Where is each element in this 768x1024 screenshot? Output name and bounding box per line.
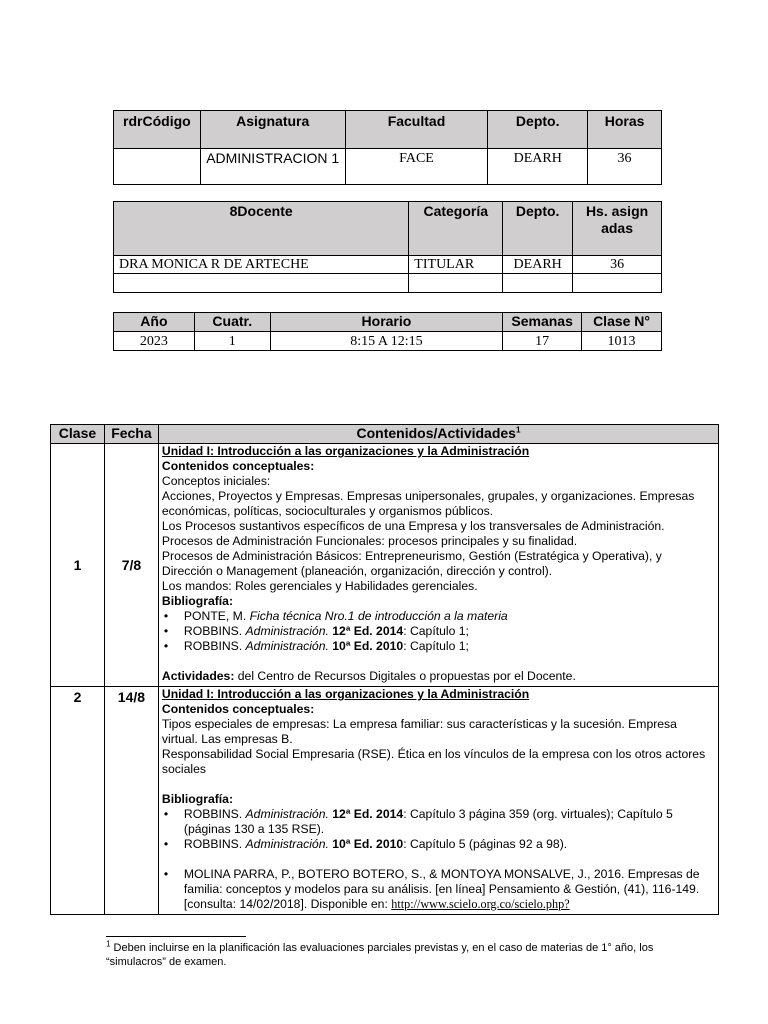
cell-depto: DEARH: [488, 149, 588, 185]
cell-categoria: TITULAR: [409, 256, 503, 274]
content-line: Procesos de Administración Funcionales: procesos principales y su finalidad.: [161, 534, 578, 548]
cell-clase: 2: [51, 687, 105, 915]
schedule-table: [113, 312, 662, 351]
content-line: Acciones, Proyectos y Empresas. Empresas unipersonales, grupales, y organizaciones. Empresas económicas, políticas, socioculturales y organismos públicos.: [161, 489, 695, 518]
unit-title: Unidad I: Introducción a las organizaciones y la Administración: [161, 444, 530, 458]
cell-clase: 1: [51, 444, 105, 687]
bibliography-item: • ROBBINS. Administración. 12ª Ed. 2014: Capítulo 1;: [162, 624, 714, 639]
bibliography-item: • ROBBINS. Administración. 12ª Ed. 2014: Capítulo 3 página 359 (org. virtuales); Capítulo 5 (páginas 130 a 135 RSE).: [162, 807, 714, 837]
bibliography-list: [162, 609, 714, 654]
cell-semanas: 17: [503, 332, 582, 351]
activities: Actividades: del Centro de Recursos Digitales o propuestas por el Docente.: [161, 669, 576, 683]
table-row: [51, 444, 719, 687]
bibliography-list: [162, 807, 714, 852]
cell-depto: DEARH: [503, 256, 573, 274]
footnote-separator: [106, 936, 246, 937]
header-clase-n: Clase N°: [582, 313, 662, 332]
cell-hs: 36: [573, 256, 662, 274]
blank-cell: [114, 274, 409, 293]
teacher-table: [113, 201, 662, 293]
contents-label: Contenidos conceptuales:: [161, 702, 315, 716]
content-line: Procesos de Administración Básicos: Entrepreneurismo, Gestión (Estratégica y Operativa), y Dirección o Management (planeación, organización, dirección y control).: [161, 549, 662, 578]
header-semanas: Semanas: [503, 313, 582, 332]
table-row: [51, 687, 719, 915]
contents-label: Contenidos conceptuales:: [161, 459, 315, 473]
header-fecha: Fecha: [104, 425, 158, 444]
content-line: Responsabilidad Social Empresaria (RSE). Ética en los vínculos de la empresa con los otros actores sociales: [161, 747, 706, 776]
bibliography-item: • PONTE, M. Ficha técnica Nro.1 de introducción a la materia: [162, 609, 714, 624]
header-docente: 8Docente: [114, 202, 409, 256]
bibliography-label: Bibliografía:: [161, 594, 234, 608]
blank-cell: [573, 274, 662, 293]
footnote-ref: 1: [515, 425, 521, 435]
header-depto: Depto.: [503, 202, 573, 256]
cell-contenidos: [158, 687, 718, 915]
header-cuatr: Cuatr.: [194, 313, 270, 332]
footnote-mark: 1: [106, 939, 111, 949]
bibliography-list: [162, 867, 714, 912]
cell-cuatr: 1: [194, 332, 270, 351]
cell-asignatura: ADMINISTRACION 1: [200, 149, 345, 185]
blank-cell: [409, 274, 503, 293]
bibliography-item: • ROBBINS. Administración. 10ª Ed. 2010: Capítulo 1;: [162, 639, 714, 654]
header-categoria: Categoría: [409, 202, 503, 256]
blank-cell: [503, 274, 573, 293]
bibliography-item: • MOLINA PARRA, P., BOTERO BOTERO, S., & MONTOYA MONSALVE, J., 2016. Empresas de familia: conceptos y modelos para su análisis. [en línea] Pensamiento & Gestión, (41), 116-149. [consulta: 14/02/2018]. Disponible en: http://www.scielo.org.co/scielo.php?: [162, 867, 714, 912]
header-anio: Año: [114, 313, 195, 332]
scielo-link[interactable]: http://www.scielo.org.co/scielo.php?: [391, 897, 570, 911]
header-depto: Depto.: [488, 111, 588, 149]
classes-table: [50, 424, 719, 915]
cell-docente: DRA MONICA R DE ARTECHE: [114, 256, 409, 274]
content-line: Los Procesos sustantivos específicos de una Empresa y los transversales de Administración.: [161, 519, 665, 533]
header-asignatura: Asignatura: [200, 111, 345, 149]
cell-clase-n: 1013: [582, 332, 662, 351]
bibliography-label: Bibliografía:: [161, 792, 234, 806]
header-contenidos: [158, 425, 718, 444]
cell-contenidos: [158, 444, 718, 687]
footnote: [106, 941, 686, 969]
cell-codigo: [114, 149, 201, 185]
cell-horario: 8:15 A 12:15: [270, 332, 502, 351]
bibliography-item: • ROBBINS. Administración. 10ª Ed. 2010: Capítulo 5 (páginas 92 a 98).: [162, 837, 714, 852]
content-line: Los mandos: Roles gerenciales y Habilidades gerenciales.: [161, 579, 478, 593]
cell-anio: 2023: [114, 332, 195, 351]
cell-fecha: 14/8: [104, 687, 158, 915]
content-line: Tipos especiales de empresas: La empresa familiar: sus características y la sucesión. Empresa virtual. Las empresas B.: [161, 717, 677, 746]
header-codigo: rdrCódigo: [114, 111, 201, 149]
header-horas: Horas: [588, 111, 662, 149]
header-contenidos-label: Contenidos/Actividades: [356, 425, 516, 441]
header-horario: Horario: [270, 313, 502, 332]
cell-fecha: 7/8: [104, 444, 158, 687]
cell-facultad: FACE: [345, 149, 488, 185]
header-hs-asignadas: Hs. asignadas: [573, 202, 662, 256]
unit-title: Unidad I: Introducción a las organizaciones y la Administración: [161, 687, 530, 701]
cell-horas: 36: [588, 149, 662, 185]
subject-table: [113, 110, 662, 185]
content-line: Conceptos iniciales:: [161, 474, 271, 488]
header-clase: Clase: [51, 425, 105, 444]
header-facultad: Facultad: [345, 111, 488, 149]
footnote-text: Deben incluirse en la planificación las evaluaciones parciales previstas y, en el caso de materias de 1° año, los “simulacros” de examen.: [106, 942, 654, 968]
